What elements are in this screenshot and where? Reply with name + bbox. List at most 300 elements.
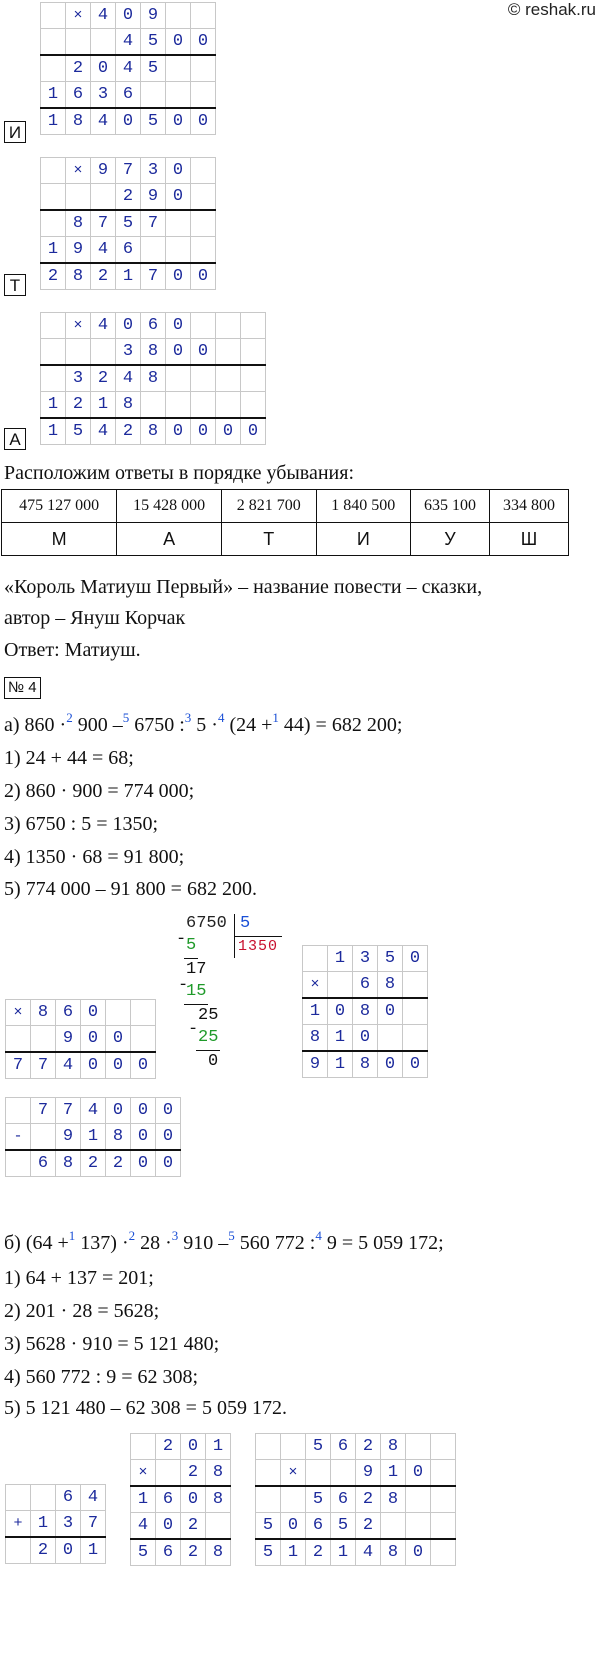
grid-cell: 3 — [353, 946, 378, 972]
grid-row — [6, 1026, 156, 1053]
grid-cell: 8 — [353, 1051, 378, 1078]
grid-cell: 0 — [91, 55, 116, 82]
grid-cell — [303, 946, 328, 972]
grid-cell: 4 — [91, 418, 116, 445]
grid-cell — [241, 392, 266, 419]
expression-part: 560 772 : — [234, 1232, 316, 1254]
grid-cell: 5 — [256, 1513, 281, 1540]
multiplication-grid-a — [40, 312, 266, 445]
division-line-4: 25 — [198, 1006, 219, 1025]
expression-b — [4, 1228, 444, 1257]
step-b-3: 3) 5628 · 910 = 5 121 480; — [4, 1333, 220, 1355]
grid-cell: 6 — [156, 1486, 181, 1513]
grid-cell: 2 — [156, 1434, 181, 1460]
grid-cell: 4 — [56, 1052, 81, 1079]
grid-cell — [191, 392, 216, 419]
note-line-1: «Король Матиуш Первый» – название повести – сказки, — [4, 576, 483, 598]
grid-row — [6, 1511, 106, 1538]
grid-cell: × — [303, 972, 328, 999]
grid-cell: 6 — [56, 1485, 81, 1511]
grid-cell — [141, 82, 166, 109]
grid-cell — [431, 1513, 456, 1540]
grid-cell: 0 — [191, 418, 216, 445]
grid-cell: 4 — [356, 1539, 381, 1566]
grid-cell: 0 — [131, 1150, 156, 1177]
grid-cell — [403, 1025, 428, 1052]
grid-cell: 1 — [328, 1051, 353, 1078]
grid-cell — [241, 339, 266, 366]
grid-cell: 3 — [141, 158, 166, 184]
grid-cell — [91, 29, 116, 56]
grid-cell: 0 — [166, 158, 191, 184]
letter-box-t: Т — [4, 274, 26, 296]
grid-cell: 1 — [381, 1460, 406, 1487]
grid-cell: 0 — [191, 29, 216, 56]
grid-cell — [131, 1000, 156, 1026]
order-mark: 5 — [122, 710, 130, 725]
grid-cell: 7 — [141, 263, 166, 290]
grid-cell: 2 — [91, 365, 116, 392]
grid-cell: 1 — [41, 108, 66, 135]
step-b-1: 1) 64 + 137 = 201; — [4, 1267, 154, 1289]
grid-cell: 9 — [66, 237, 91, 264]
grid-cell: 4 — [81, 1098, 106, 1124]
grid-cell: 3 — [56, 1511, 81, 1538]
grid-cell — [216, 365, 241, 392]
grid-cell — [166, 55, 191, 82]
grid-cell: 1 — [41, 392, 66, 419]
division-line-3: 15 — [186, 982, 207, 1001]
grid-cell: 0 — [353, 1025, 378, 1052]
grid-cell: 6 — [116, 82, 141, 109]
division-underline-1 — [184, 958, 198, 959]
grid-cell: 0 — [106, 1052, 131, 1079]
grid-row — [256, 1486, 456, 1513]
grid-row — [41, 158, 216, 184]
grid-cell: 0 — [116, 313, 141, 339]
grid-cell: 5 — [116, 210, 141, 237]
grid-cell: 8 — [206, 1486, 231, 1513]
grid-row — [41, 55, 216, 82]
grid-row — [131, 1460, 231, 1487]
grid-cell: 4 — [81, 1485, 106, 1511]
grid-cell: 0 — [403, 946, 428, 972]
grid-cell: 6 — [141, 313, 166, 339]
expression-part: 28 · — [135, 1232, 172, 1254]
grid-cell: 1 — [116, 263, 141, 290]
grid-row — [303, 946, 428, 972]
grid-cell: 3 — [116, 339, 141, 366]
grid-cell — [191, 158, 216, 184]
grid-cell — [6, 1026, 31, 1053]
grid-cell — [131, 1026, 156, 1053]
grid-cell: 1 — [81, 1124, 106, 1151]
grid-cell: × — [66, 158, 91, 184]
grid-cell: 0 — [403, 1051, 428, 1078]
grid-cell: 8 — [353, 998, 378, 1025]
grid-cell: 0 — [116, 108, 141, 135]
grid-row — [256, 1460, 456, 1487]
grid-cell: 1 — [328, 946, 353, 972]
grid-cell: + — [6, 1511, 31, 1538]
grid-cell: 3 — [66, 365, 91, 392]
grid-row — [41, 339, 266, 366]
grid-cell — [166, 210, 191, 237]
grid-cell: 2 — [106, 1150, 131, 1177]
grid-cell — [191, 237, 216, 264]
grid-cell: 0 — [156, 1124, 181, 1151]
answer-table — [1, 489, 569, 556]
grid-cell: 0 — [116, 3, 141, 29]
grid-cell — [166, 237, 191, 264]
grid-cell — [91, 184, 116, 211]
grid-cell: 1 — [303, 998, 328, 1025]
grid-cell: 0 — [328, 998, 353, 1025]
grid-cell — [431, 1539, 456, 1566]
grid-cell: 0 — [166, 418, 191, 445]
minus-sign-2: - — [178, 976, 189, 995]
grid-cell: 2 — [31, 1537, 56, 1564]
grid-cell — [91, 339, 116, 366]
grid-cell — [328, 972, 353, 999]
grid-row — [41, 184, 216, 211]
grid-cell: 0 — [131, 1124, 156, 1151]
grid-cell: 0 — [166, 263, 191, 290]
grid-cell — [6, 1150, 31, 1177]
step-b-5: 5) 5 121 480 – 62 308 = 5 059 172. — [4, 1397, 287, 1419]
grid-cell — [41, 3, 66, 29]
grid-row — [303, 1025, 428, 1052]
grid-cell: 4 — [131, 1513, 156, 1540]
answer-number-cell: 15 428 000 — [117, 490, 222, 523]
grid-cell: × — [66, 3, 91, 29]
grid-cell — [331, 1460, 356, 1487]
grid-cell — [41, 184, 66, 211]
grid-cell: 2 — [306, 1539, 331, 1566]
step-a-2: 2) 860 · 900 = 774 000; — [4, 780, 195, 802]
multiplication-grid-5628 — [255, 1433, 456, 1566]
grid-cell — [431, 1434, 456, 1460]
grid-cell — [431, 1460, 456, 1487]
grid-cell — [131, 1434, 156, 1460]
addition-grid — [5, 1484, 106, 1564]
grid-cell: 2 — [41, 263, 66, 290]
grid-row — [41, 3, 216, 29]
grid-cell: 7 — [116, 158, 141, 184]
grid-cell — [141, 392, 166, 419]
expression-part: (24 + — [224, 714, 273, 736]
answer-letter-cell: А — [117, 523, 222, 556]
grid-cell — [41, 339, 66, 366]
grid-cell — [306, 1460, 331, 1487]
grid-cell — [191, 55, 216, 82]
grid-row — [41, 313, 266, 339]
grid-cell — [66, 339, 91, 366]
step-a-4: 4) 1350 · 68 = 91 800; — [4, 846, 185, 868]
grid-cell: × — [6, 1000, 31, 1026]
grid-cell — [406, 1434, 431, 1460]
step-b-4: 4) 560 772 : 9 = 62 308; — [4, 1366, 199, 1388]
grid-row — [41, 82, 216, 109]
grid-cell: 1 — [206, 1434, 231, 1460]
watermark: © reshak.ru — [507, 0, 596, 19]
grid-cell — [141, 237, 166, 264]
grid-cell: 0 — [191, 263, 216, 290]
grid-row — [6, 1000, 156, 1026]
dividend: 6750 — [186, 914, 227, 933]
grid-cell: 4 — [91, 313, 116, 339]
grid-cell: 1 — [331, 1539, 356, 1566]
grid-row — [303, 1051, 428, 1078]
grid-cell: 9 — [141, 3, 166, 29]
grid-cell: 8 — [141, 339, 166, 366]
grid-cell: 6 — [116, 237, 141, 264]
grid-cell: 5 — [131, 1539, 156, 1566]
expression-part: 900 – — [72, 714, 123, 736]
grid-cell: × — [131, 1460, 156, 1487]
grid-cell: × — [66, 313, 91, 339]
grid-cell — [191, 365, 216, 392]
grid-cell: 2 — [81, 1150, 106, 1177]
grid-cell: 8 — [206, 1460, 231, 1487]
division-underline-3 — [196, 1050, 220, 1051]
grid-cell: 3 — [91, 82, 116, 109]
grid-cell: 2 — [356, 1513, 381, 1540]
grid-cell — [378, 1025, 403, 1052]
grid-cell — [241, 365, 266, 392]
grid-row — [41, 392, 266, 419]
order-mark: 5 — [228, 1228, 235, 1243]
grid-cell — [403, 998, 428, 1025]
grid-cell: 5 — [141, 108, 166, 135]
grid-cell: 9 — [303, 1051, 328, 1078]
grid-cell: 0 — [106, 1098, 131, 1124]
grid-cell: 5 — [256, 1539, 281, 1566]
grid-cell: 8 — [66, 263, 91, 290]
grid-cell: 4 — [116, 55, 141, 82]
grid-row — [41, 210, 216, 237]
grid-cell: 7 — [6, 1052, 31, 1079]
grid-cell — [241, 313, 266, 339]
expression-part: б) (64 + — [4, 1232, 69, 1254]
grid-cell — [191, 3, 216, 29]
grid-cell: 6 — [331, 1486, 356, 1513]
grid-cell: 9 — [56, 1124, 81, 1151]
order-mark: 4 — [315, 1228, 322, 1243]
grid-cell: 0 — [378, 1051, 403, 1078]
grid-cell: 0 — [241, 418, 266, 445]
minus-sign-3: - — [188, 1020, 199, 1039]
grid-cell — [41, 158, 66, 184]
grid-cell: 8 — [56, 1150, 81, 1177]
grid-cell — [6, 1485, 31, 1511]
grid-row — [6, 1052, 156, 1079]
answer-letter-cell: Ш — [490, 523, 569, 556]
grid-cell: 2 — [91, 263, 116, 290]
expression-part: 9 = 5 059 172; — [321, 1232, 444, 1254]
grid-cell: 7 — [56, 1098, 81, 1124]
multiplication-grid-1350 — [302, 945, 428, 1078]
grid-cell: 7 — [91, 210, 116, 237]
step-a-3: 3) 6750 : 5 = 1350; — [4, 813, 159, 835]
grid-cell: × — [281, 1460, 306, 1487]
grid-cell — [106, 1000, 131, 1026]
division-line-5: 25 — [198, 1028, 219, 1047]
grid-cell: 5 — [331, 1513, 356, 1540]
division-line-6: 0 — [208, 1052, 219, 1071]
grid-cell: 0 — [166, 29, 191, 56]
grid-cell — [191, 184, 216, 211]
grid-row — [41, 418, 266, 445]
grid-cell: 0 — [166, 339, 191, 366]
grid-cell: 9 — [56, 1026, 81, 1053]
grid-row — [131, 1513, 231, 1540]
grid-cell: 5 — [141, 29, 166, 56]
grid-cell: 5 — [306, 1434, 331, 1460]
grid-cell — [166, 3, 191, 29]
step-a-1: 1) 24 + 44 = 68; — [4, 747, 134, 769]
order-mark: 1 — [272, 710, 279, 725]
grid-cell: 1 — [31, 1511, 56, 1538]
grid-cell: 6 — [156, 1539, 181, 1566]
grid-cell: 0 — [56, 1537, 81, 1564]
grid-row — [256, 1513, 456, 1540]
grid-cell — [281, 1434, 306, 1460]
grid-cell — [431, 1486, 456, 1513]
division-line-1: 5 — [186, 936, 197, 955]
grid-cell: 2 — [181, 1539, 206, 1566]
grid-cell — [166, 365, 191, 392]
grid-cell: 8 — [303, 1025, 328, 1052]
expression-part: 910 – — [178, 1232, 229, 1254]
grid-cell: 2 — [356, 1486, 381, 1513]
grid-cell: 1 — [131, 1486, 156, 1513]
quotient: 1350 — [238, 938, 279, 955]
grid-cell: 7 — [81, 1511, 106, 1538]
long-division — [170, 912, 290, 1072]
grid-row — [6, 1150, 181, 1177]
expression-part: 44) = 682 200; — [278, 714, 403, 736]
order-mark: 3 — [184, 710, 192, 725]
expression-part: 6750 : — [129, 714, 185, 736]
grid-cell: 8 — [141, 418, 166, 445]
grid-cell: 6 — [353, 972, 378, 999]
grid-cell — [216, 392, 241, 419]
grid-cell: 8 — [206, 1539, 231, 1566]
answer-number-cell: 1 840 500 — [316, 490, 411, 523]
grid-cell — [216, 339, 241, 366]
grid-cell: 4 — [91, 237, 116, 264]
grid-cell — [256, 1460, 281, 1487]
grid-cell: 1 — [41, 237, 66, 264]
grid-row — [41, 263, 216, 290]
grid-cell: 1 — [328, 1025, 353, 1052]
expression-part: а) 860 · — [4, 714, 67, 736]
grid-cell: 5 — [141, 55, 166, 82]
grid-cell: 0 — [406, 1539, 431, 1566]
answer-letter-cell: М — [2, 523, 117, 556]
grid-cell: 0 — [281, 1513, 306, 1540]
grid-cell: 0 — [166, 184, 191, 211]
grid-cell: 1 — [41, 82, 66, 109]
grid-row — [6, 1098, 181, 1124]
grid-cell: 8 — [378, 972, 403, 999]
grid-cell: 0 — [378, 998, 403, 1025]
grid-cell — [41, 29, 66, 56]
grid-cell — [256, 1486, 281, 1513]
grid-cell: 4 — [116, 29, 141, 56]
letter-box-i: И — [4, 121, 26, 143]
grid-cell: - — [6, 1124, 31, 1151]
grid-cell — [6, 1098, 31, 1124]
division-underline-2 — [184, 1004, 208, 1005]
grid-cell — [66, 184, 91, 211]
grid-cell: 5 — [306, 1486, 331, 1513]
grid-row — [41, 29, 216, 56]
order-text: Расположим ответы в порядке убывания: — [4, 462, 355, 484]
grid-cell: 8 — [141, 365, 166, 392]
grid-cell: 8 — [31, 1000, 56, 1026]
grid-cell: 8 — [106, 1124, 131, 1151]
grid-cell: 0 — [191, 108, 216, 135]
grid-cell: 4 — [91, 108, 116, 135]
grid-cell: 0 — [131, 1098, 156, 1124]
grid-cell: 6 — [31, 1150, 56, 1177]
grid-cell: 0 — [156, 1513, 181, 1540]
grid-cell: 6 — [66, 82, 91, 109]
grid-cell: 0 — [106, 1026, 131, 1053]
grid-cell: 0 — [181, 1434, 206, 1460]
answer-number-cell: 635 100 — [411, 490, 490, 523]
order-mark: 4 — [217, 710, 225, 725]
grid-cell — [66, 29, 91, 56]
division-line-2: 17 — [186, 960, 207, 979]
grid-cell: 7 — [31, 1098, 56, 1124]
grid-cell: 2 — [116, 418, 141, 445]
grid-cell: 2 — [181, 1460, 206, 1487]
answer-letters-row — [2, 523, 569, 556]
grid-cell: 6 — [306, 1513, 331, 1540]
grid-cell — [216, 313, 241, 339]
grid-cell — [403, 972, 428, 999]
answer-number-cell: 334 800 — [490, 490, 569, 523]
grid-cell — [191, 313, 216, 339]
grid-cell — [31, 1485, 56, 1511]
letter-box-a: А — [4, 428, 26, 450]
order-mark: 2 — [66, 710, 73, 725]
division-bar-horizontal — [234, 936, 282, 937]
grid-cell: 9 — [356, 1460, 381, 1487]
grid-cell: 0 — [131, 1052, 156, 1079]
grid-cell: 2 — [66, 55, 91, 82]
expression-part: 5 · — [191, 714, 218, 736]
multiplication-grid-i — [40, 2, 216, 135]
grid-cell — [41, 55, 66, 82]
grid-cell: 0 — [166, 313, 191, 339]
grid-cell: 0 — [181, 1486, 206, 1513]
grid-row — [131, 1434, 231, 1460]
grid-row — [131, 1486, 231, 1513]
grid-cell: 2 — [66, 392, 91, 419]
grid-cell: 8 — [381, 1434, 406, 1460]
grid-cell: 5 — [378, 946, 403, 972]
grid-cell: 0 — [166, 108, 191, 135]
grid-cell: 4 — [91, 3, 116, 29]
multiplication-grid-201 — [130, 1433, 231, 1566]
grid-cell — [31, 1026, 56, 1053]
grid-row — [41, 237, 216, 264]
grid-row — [256, 1434, 456, 1460]
